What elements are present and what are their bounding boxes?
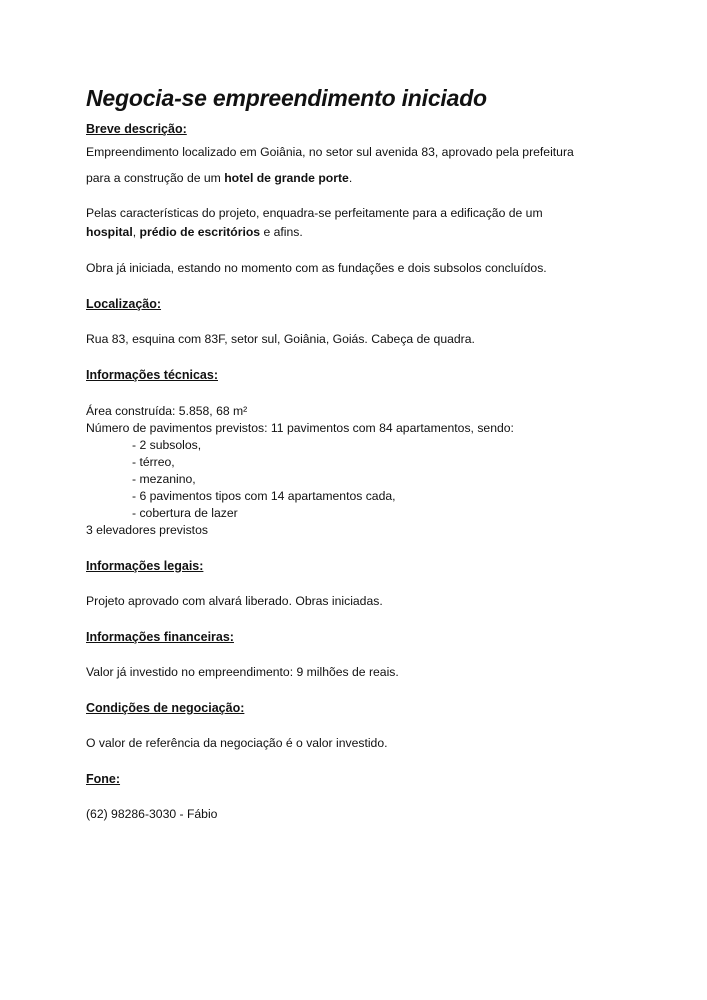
breve-paragraph-2-line-2	[86, 224, 646, 240]
bold-text-escritorios: prédio de escritórios	[139, 225, 261, 239]
list-item: - mezanino,	[132, 472, 196, 486]
legais-text: Projeto aprovado com alvará liberado. Obras iniciadas.	[86, 594, 383, 608]
heading-informacoes-legais: Informações legais:	[86, 559, 204, 573]
breve-paragraph-1-line-2	[86, 170, 646, 186]
breve-text: .	[348, 171, 353, 185]
heading-informacoes-financeiras: Informações financeiras:	[86, 630, 234, 644]
numero-pavimentos: Número de pavimentos previstos: 11 pavimentos com 84 apartamentos, sendo:	[86, 421, 514, 435]
bold-text-hotel: hotel de grande porte	[224, 171, 349, 185]
breve-paragraph-2-line-1: Pelas características do projeto, enquadra-se perfeitamente para a edificação de um	[86, 206, 543, 220]
document-content	[86, 84, 646, 822]
list-item: - 2 subsolos,	[132, 438, 202, 452]
heading-condicoes-negociacao: Condições de negociação:	[86, 701, 245, 715]
list-item: - térreo,	[132, 455, 175, 469]
page-title: Negocia-se empreendimento iniciado	[86, 85, 487, 111]
breve-paragraph-3: Obra já iniciada, estando no momento com as fundações e dois subsolos concluídos.	[86, 261, 547, 275]
bold-text-hospital: hospital	[86, 225, 133, 239]
breve-text: para a construção de um	[86, 171, 225, 185]
breve-paragraph-1-line-1: Empreendimento localizado em Goiânia, no setor sul avenida 83, aprovado pela prefeitura	[86, 145, 574, 159]
fone-text: (62) 98286-3030 - Fábio	[86, 807, 218, 821]
breve-text: ,	[132, 225, 140, 239]
financeiras-text: Valor já investido no empreendimento: 9 milhões de reais.	[86, 665, 399, 679]
negociacao-text: O valor de referência da negociação é o valor investido.	[86, 736, 388, 750]
list-item: - cobertura de lazer	[132, 506, 238, 520]
heading-breve-descricao: Breve descrição:	[86, 122, 187, 136]
heading-localizacao: Localização:	[86, 297, 162, 311]
elevadores: 3 elevadores previstos	[86, 523, 208, 537]
breve-text: e afins.	[260, 225, 303, 239]
heading-fone: Fone:	[86, 772, 121, 786]
list-item: - 6 pavimentos tipos com 14 apartamentos cada,	[132, 489, 396, 503]
area-construida: Área construída: 5.858, 68 m²	[86, 404, 248, 418]
heading-informacoes-tecnicas: Informações técnicas:	[86, 368, 218, 382]
localizacao-text: Rua 83, esquina com 83F, setor sul, Goiânia, Goiás. Cabeça de quadra.	[86, 332, 475, 346]
